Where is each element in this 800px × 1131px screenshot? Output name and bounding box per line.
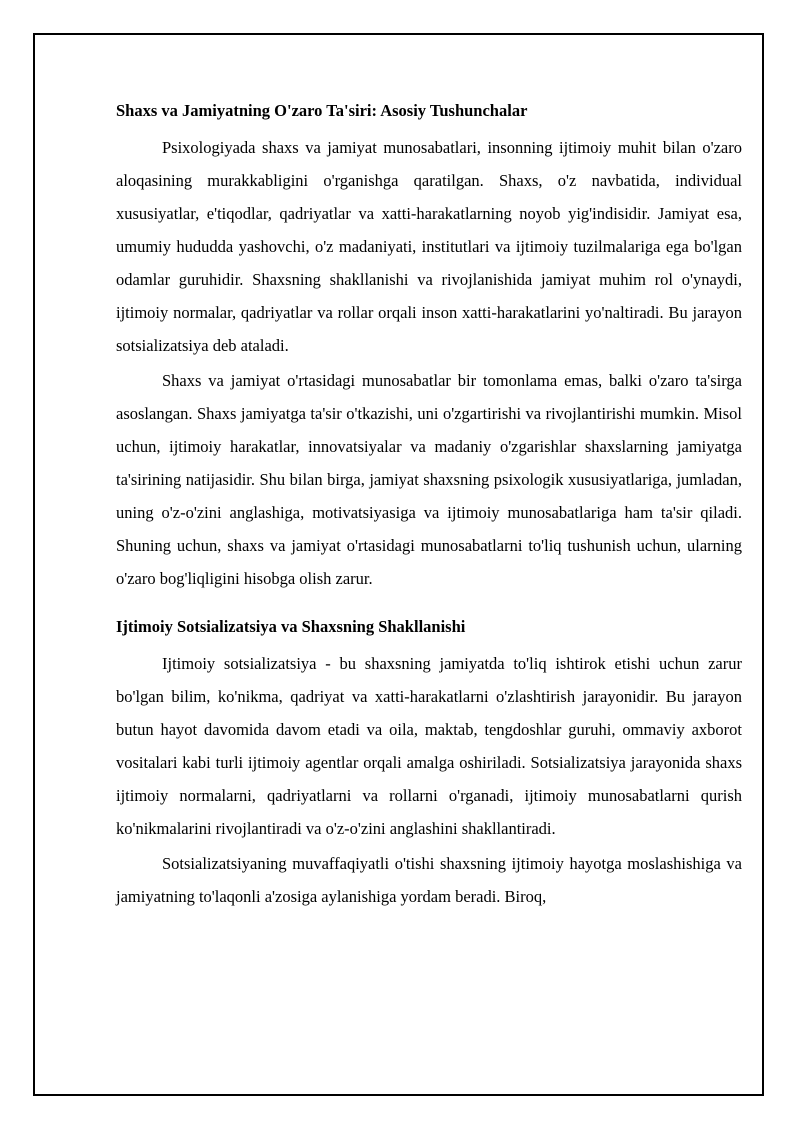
paragraph: Shaxs va jamiyat o'rtasidagi munosabatlar bir tomonlama emas, balki o'zaro ta'sirga asoslangan. Shaxs jamiyatga ta'sir o'tkazishi, uni o'zgartirishi va rivojlantirishi mumkin. Misol uchun, ijtimoiy harakatlar, innovatsiyalar va madaniy o'zgarishlar shaxslarning jamiyatga ta'sirining natijasidir. Shu bilan birga, jamiyat shaxsning psixologik xususiyatlariga, jumladan, uning o'z-o'zini anglashiga, motivatsiyasiga va ijtimoiy munosabatlariga ham ta'sir qiladi. Shuning uchun, shaxs va jamiyat o'rtasidagi munosabatlarni to'liq tushunish uchun, ularning o'zaro bog'liqligini hisobga olish zarur. <box>116 371 742 588</box>
section-heading: Ijtimoiy Sotsializatsiya va Shaxsning Shakllanishi <box>116 617 466 636</box>
document-body <box>116 98 742 913</box>
section-heading: Shaxs va Jamiyatning O'zaro Ta'siri: Asosiy Tushunchalar <box>116 101 528 120</box>
paragraph: Psixologiyada shaxs va jamiyat munosabatlari, insonning ijtimoiy muhit bilan o'zaro aloqasining murakkabligini o'rganishga qaratilgan. Shaxs, o'z navbatida, individual xususiyatlar, e'tiqodlar, qadriyatlar va xatti-harakatlarning noyob yig'indisidir. Jamiyat esa, umumiy hududda yashovchi, o'z madaniyati, institutlari va ijtimoiy tuzilmalariga ega bo'lgan odamlar guruhidir. Shaxsning shakllanishi va rivojlanishida jamiyat muhim rol o'ynaydi, ijtimoiy normalar, qadriyatlar va rollar orqali inson xatti-harakatlarini yo'naltiradi. Bu jarayon sotsializatsiya deb ataladi. <box>116 138 742 355</box>
paragraph: Ijtimoiy sotsializatsiya - bu shaxsning jamiyatda to'liq ishtirok etishi uchun zarur bo'lgan bilim, ko'nikma, qadriyat va xatti-harakatlarni o'zlashtirish jarayonidir. Bu jarayon butun hayot davomida davom etadi va oila, maktab, tengdoshlar guruhi, ommaviy axborot vositalari kabi turli ijtimoiy agentlar orqali amalga oshiriladi. Sotsializatsiya jarayonida shaxs ijtimoiy normalarni, qadriyatlarni va rollarni o'rganadi, ijtimoiy munosabatlarni qurish ko'nikmalarini rivojlantiradi va o'z-o'zini anglashini shakllantiradi. <box>116 654 742 838</box>
paragraph: Sotsializatsiyaning muvaffaqiyatli o'tishi shaxsning ijtimoiy hayotga moslashishiga va jamiyatning to'laqonli a'zosiga aylanishiga yordam beradi. Biroq, <box>116 854 742 906</box>
